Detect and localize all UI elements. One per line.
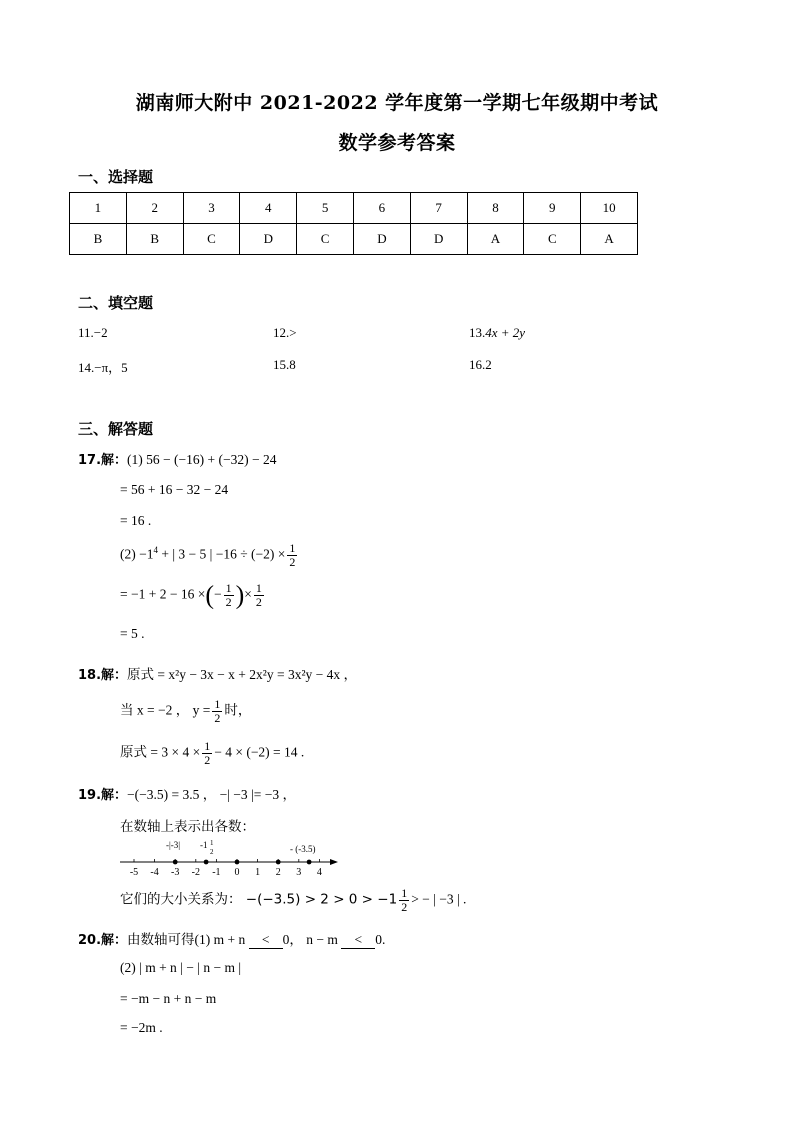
q20-line-2: (2) | m + n | − | n − m |	[120, 960, 242, 975]
table-cell: 6	[353, 193, 410, 224]
question-label: 19.解：	[78, 788, 128, 803]
item-label: 16.	[469, 357, 486, 372]
table-cell: 1	[70, 193, 127, 224]
table-cell: C	[297, 224, 354, 255]
denominator: 2	[289, 555, 296, 569]
times: ×	[244, 586, 252, 602]
table-cell: 3	[183, 193, 240, 224]
mark-label-neg-abs3: -|-3|	[166, 840, 181, 850]
table-cell: C	[524, 224, 581, 255]
section-heading-choice: 一、选择题	[78, 168, 154, 186]
item-value: 8	[289, 357, 296, 372]
item-label: 15.	[273, 357, 290, 372]
mark-label-neg-one-half: -1	[200, 840, 208, 850]
expression: 原式 = 3 × 4 ×	[120, 744, 201, 760]
q18-line-2	[120, 698, 251, 725]
table-cell: D	[353, 224, 410, 255]
denominator: 2	[225, 595, 232, 609]
fill-answer-16	[469, 357, 492, 373]
table-cell: 10	[581, 193, 638, 224]
q19-line-3	[120, 887, 466, 914]
table-cell: 9	[524, 193, 581, 224]
table-cell: 7	[410, 193, 467, 224]
denominator: 2	[204, 753, 211, 767]
number-point	[276, 860, 281, 865]
axis-tick-label: -3	[171, 867, 180, 878]
choice-answer-table	[69, 192, 638, 255]
item-value: >	[289, 325, 297, 340]
axis-tick-label: 3	[296, 867, 302, 878]
expression: −(−3.5) = 3.5 ， −| −3 |= −3 ，	[127, 787, 296, 802]
fraction	[287, 542, 297, 569]
expression: (2) −1	[120, 546, 154, 562]
table-cell: D	[240, 224, 297, 255]
minus: −	[214, 586, 222, 602]
q18-line-1	[78, 663, 357, 683]
number-point	[235, 860, 240, 865]
axis-tick-label: 1	[255, 867, 261, 878]
q17-line-2: = 56 + 16 − 32 − 24	[120, 482, 229, 497]
axis-tick-label: 2	[275, 867, 281, 878]
fill-answer-12	[273, 325, 297, 341]
table-cell: 8	[467, 193, 524, 224]
number-line-arrow	[330, 859, 338, 865]
fill-answer-11	[78, 325, 108, 341]
denominator: 2	[401, 900, 408, 914]
expression: (1) 56 − (−16) + (−32) − 24	[127, 452, 277, 467]
table-cell: A	[467, 224, 524, 255]
mark-label-neg-neg35: - (-3.5)	[290, 844, 316, 854]
page-subtitle: 数学参考答案	[338, 132, 456, 154]
fill-answer-14	[78, 357, 128, 376]
expression: 由数轴可得(1) m + n	[127, 932, 246, 947]
q17-line-1	[78, 449, 276, 468]
q20-line-4: = −2m .	[120, 1020, 163, 1035]
mark-label-half-den: 2	[210, 848, 214, 856]
expression: 原式 = x²y − 3x − x + 2x²y = 3x²y − 4x ，	[127, 667, 357, 682]
fraction	[212, 698, 222, 725]
expression: − 4 × (−2) = 14 .	[214, 744, 305, 760]
item-value: −π，5	[94, 360, 128, 375]
axis-tick-label: -1	[212, 867, 221, 878]
page-title: 湖南师大附中 2021-2022 学年度第一学期七年级期中考试	[135, 92, 659, 114]
q19-line-2: 在数轴上表示出各数：	[120, 819, 255, 834]
fraction	[254, 582, 264, 609]
item-label: 12.	[273, 325, 290, 340]
item-value: −2	[93, 325, 108, 340]
table-cell: 5	[297, 193, 354, 224]
expression: 0.	[375, 932, 386, 947]
q19-line-1	[78, 783, 296, 803]
fill-answer-13	[469, 325, 525, 341]
table-cell: D	[410, 224, 467, 255]
numerator: 1	[225, 581, 232, 595]
number-line	[118, 838, 348, 880]
axis-tick-label: 0	[234, 867, 240, 878]
axis-tick-label: -5	[129, 867, 139, 878]
axis-tick-label: -2	[191, 867, 200, 878]
expression: 当 x = −2 ， y =	[120, 702, 211, 718]
item-label: 14.	[78, 360, 95, 375]
numerator: 1	[401, 886, 408, 900]
question-label: 17.解：	[78, 453, 128, 468]
axis-tick-label: -4	[150, 867, 159, 878]
blank-answer-2: <	[341, 932, 375, 949]
table-cell: C	[183, 224, 240, 255]
q17-line-6: = 5 .	[120, 626, 145, 641]
table-cell: 4	[240, 193, 297, 224]
table-row-numbers	[70, 193, 638, 224]
item-label: 13.	[469, 325, 486, 340]
numerator: 1	[255, 581, 262, 595]
q17-line-5	[120, 582, 266, 609]
denominator: 2	[255, 595, 262, 609]
expression: 0， n − m	[282, 932, 338, 947]
q20-line-3: = −m − n + n − m	[120, 991, 217, 1006]
right-paren: )	[235, 580, 245, 610]
numerator: 1	[204, 739, 211, 753]
number-point	[307, 860, 312, 865]
numerator: 1	[214, 697, 221, 711]
fill-answer-15	[273, 357, 296, 373]
denominator: 2	[214, 711, 221, 725]
axis-tick-label: 4	[316, 867, 322, 878]
expression: + | 3 − 5 | −16 ÷ (−2) ×	[157, 546, 286, 562]
blank-answer-1: <	[249, 932, 283, 949]
expression: 它们的大小关系为： −(−3.5) > 2 > 0 > −1	[120, 891, 398, 908]
section-heading-solution: 三、解答题	[78, 420, 154, 438]
table-cell: 2	[126, 193, 183, 224]
number-point	[204, 860, 209, 865]
table-cell: A	[581, 224, 638, 255]
q20-line-1	[78, 928, 385, 949]
item-label: 11.	[78, 325, 94, 340]
expression: > − | −3 | .	[411, 891, 467, 907]
fraction	[224, 582, 234, 609]
table-row-answers	[70, 224, 638, 255]
item-value: 4x + 2y	[485, 325, 526, 340]
table-cell: B	[70, 224, 127, 255]
mark-label-half-num: 1	[210, 839, 214, 847]
question-label: 20.解：	[78, 933, 128, 948]
expression: = −1 + 2 − 16 ×	[120, 586, 206, 602]
exponent: 4	[153, 545, 158, 556]
table-cell: B	[126, 224, 183, 255]
fraction	[202, 740, 212, 767]
q17-line-3: = 16 .	[120, 513, 152, 528]
numerator: 1	[289, 541, 296, 555]
left-paren: (	[205, 580, 214, 610]
item-value: 2	[485, 357, 492, 372]
question-label: 18.解：	[78, 668, 128, 683]
expression: 时，	[224, 702, 252, 718]
fraction	[399, 887, 409, 914]
q18-line-3	[120, 740, 304, 767]
number-point	[173, 860, 178, 865]
section-heading-fill: 二、填空题	[78, 294, 154, 312]
q17-line-4	[120, 542, 299, 569]
